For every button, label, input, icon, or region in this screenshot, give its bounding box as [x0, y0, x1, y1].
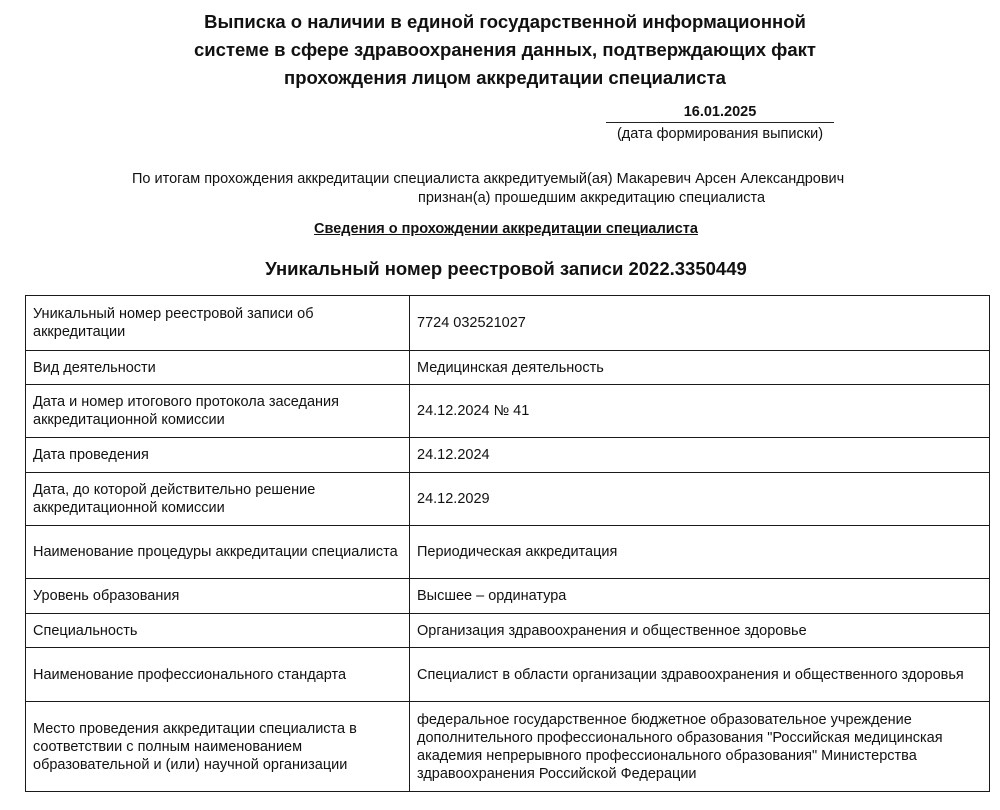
row-label: Специальность — [26, 614, 410, 648]
row-label: Наименование профессионального стандарта — [26, 648, 410, 702]
row-label: Вид деятельности — [26, 351, 410, 385]
row-value: 24.12.2029 — [410, 473, 990, 526]
document-title-line: прохождения лицом аккредитации специалиста — [284, 67, 726, 88]
row-label: Дата проведения — [26, 438, 410, 473]
row-label: Наименование процедуры аккредитации специалиста — [26, 526, 410, 579]
table-row — [26, 526, 990, 579]
table-row — [26, 438, 990, 473]
intro-text-line-2: признан(а) прошедшим аккредитацию специалиста — [418, 190, 766, 206]
table-row — [26, 579, 990, 614]
table-row — [26, 351, 990, 385]
intro-text-line-1: По итогам прохождения аккредитации специалиста аккредитуемый(ая) Макаревич Арсен Александрович — [132, 171, 845, 187]
row-value: Периодическая аккредитация — [410, 526, 990, 579]
accreditation-details-table — [25, 295, 990, 792]
table-row — [26, 648, 990, 702]
row-value: Высшее – ординатура — [410, 579, 990, 614]
row-label: Уровень образования — [26, 579, 410, 614]
registry-number-heading: Уникальный номер реестровой записи 2022.3350449 — [265, 258, 747, 279]
row-label: Дата и номер итогового протокола заседания аккредитационной комиссии — [26, 385, 410, 438]
table-row — [26, 702, 990, 792]
section-heading: Сведения о прохождении аккредитации специалиста — [314, 221, 698, 237]
table-row — [26, 473, 990, 526]
formation-date-block — [598, 104, 842, 144]
row-value: 24.12.2024 № 41 — [410, 385, 990, 438]
document-title — [100, 8, 910, 92]
document-title-line: системе в сфере здравоохранения данных, подтверждающих факт — [194, 39, 816, 60]
row-label: Дата, до которой действительно решение аккредитационной комиссии — [26, 473, 410, 526]
row-value: 7724 032521027 — [410, 296, 990, 351]
formation-date: 16.01.2025 — [606, 104, 834, 123]
document-title-line: Выписка о наличии в единой государственной информационной — [204, 11, 806, 32]
row-value: Специалист в области организации здравоохранения и общественного здоровья — [410, 648, 990, 702]
row-value: Организация здравоохранения и общественное здоровье — [410, 614, 990, 648]
row-value: 24.12.2024 — [410, 438, 990, 473]
formation-date-caption: (дата формирования выписки) — [616, 126, 824, 142]
row-label: Место проведения аккредитации специалиста в соответствии с полным наименованием образовательной и (или) научной организации — [26, 702, 410, 792]
table-row — [26, 385, 990, 438]
row-value: федеральное государственное бюджетное образовательное учреждение дополнительного профессионального образования "Российская медицинская академия непрерывного профессионального образования" Министерства здравоохранения Российской Федерации — [410, 702, 990, 792]
table-row — [26, 296, 990, 351]
row-value: Медицинская деятельность — [410, 351, 990, 385]
table-row — [26, 614, 990, 648]
row-label: Уникальный номер реестровой записи об аккредитации — [26, 296, 410, 351]
